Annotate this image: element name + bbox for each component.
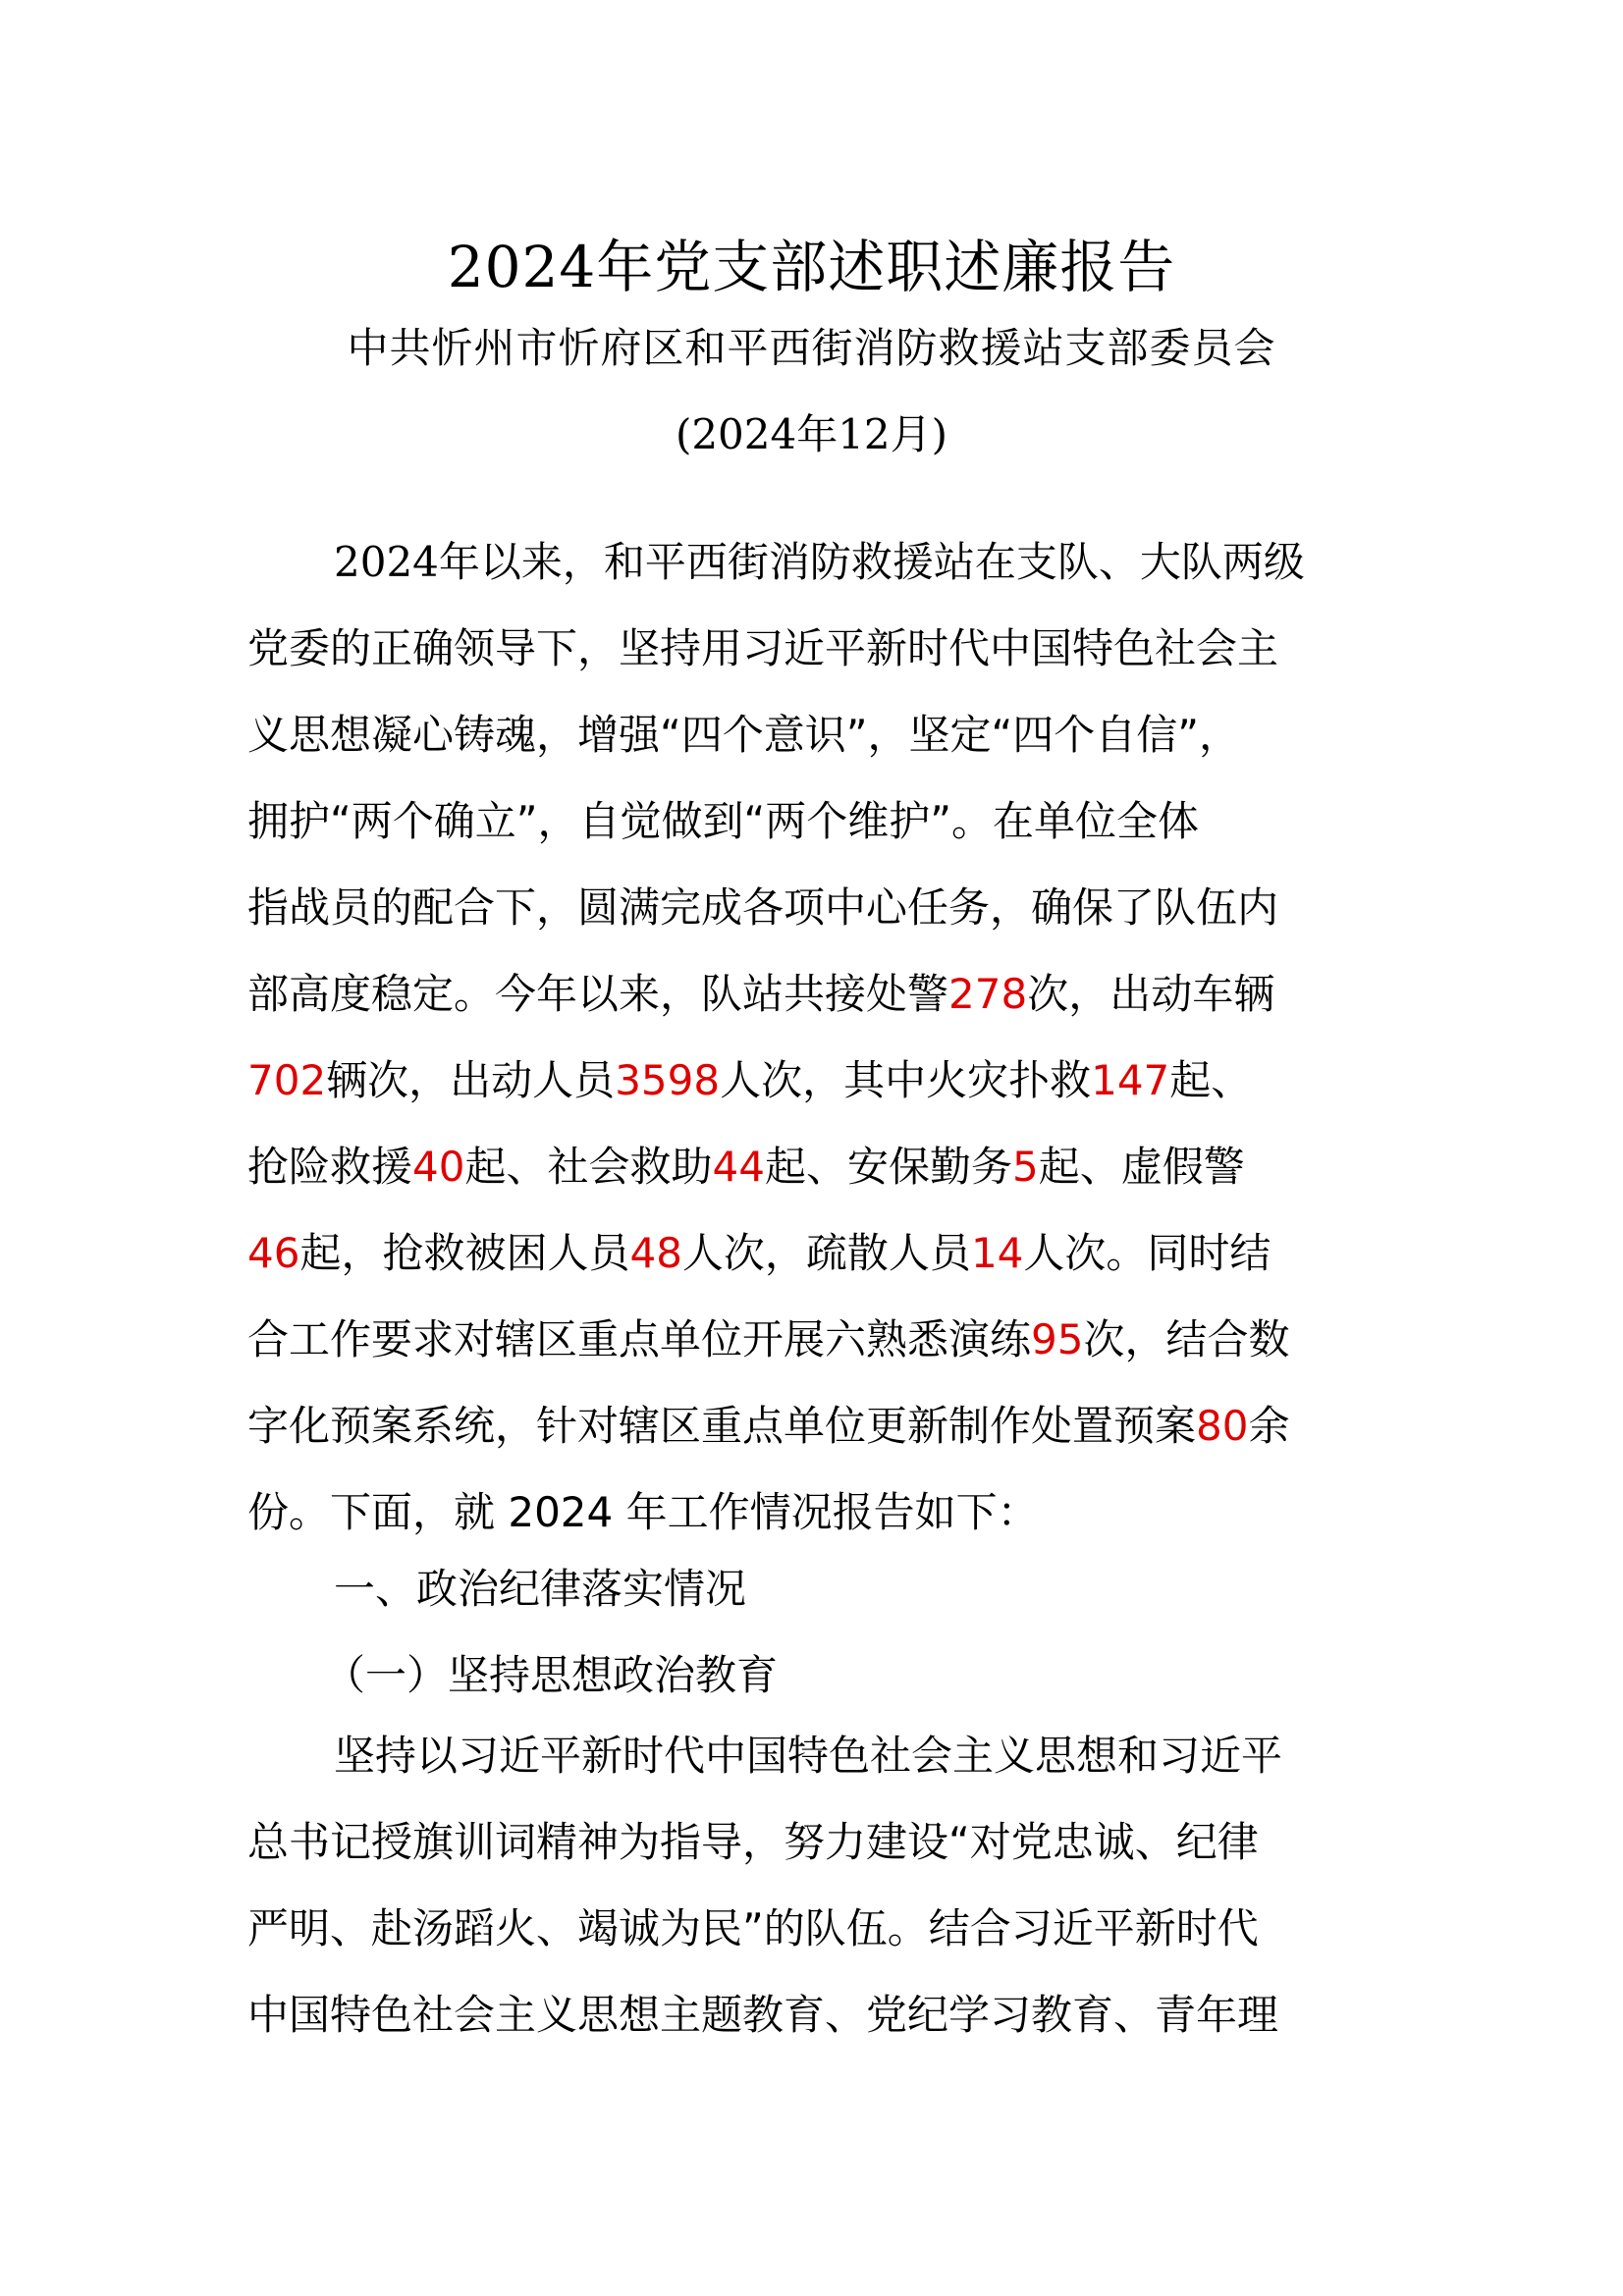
text-span: 辆次，出动人员 bbox=[326, 1056, 616, 1104]
text-span: 人次，其中火灾扑救 bbox=[720, 1056, 1092, 1104]
paragraph-1-line-10 bbox=[247, 1310, 1289, 1369]
text-span: 起、 bbox=[1169, 1056, 1253, 1104]
year-number: 2024 bbox=[334, 538, 439, 586]
text-span: 抢险救援 bbox=[247, 1143, 413, 1191]
document-title: 2024年党支部述职述廉报告 bbox=[447, 234, 1176, 300]
paragraph-1-line-2: 党委的正确领导下，坚持用习近平新时代中国特色社会主 bbox=[247, 624, 1279, 672]
drill-count: 95 bbox=[1031, 1315, 1084, 1363]
subsection-1-heading: （一）坚持思想政治教育 bbox=[324, 1651, 779, 1699]
paragraph-1-line-7 bbox=[247, 1051, 1252, 1110]
fire-count: 147 bbox=[1091, 1056, 1170, 1104]
false-alarm-count: 46 bbox=[247, 1229, 300, 1277]
text-span: 合工作要求对辖区重点单位开展六熟悉演练 bbox=[247, 1315, 1032, 1363]
text-span: 起、安保勤务 bbox=[764, 1143, 1012, 1191]
alarm-count: 278 bbox=[948, 970, 1028, 1018]
text-span: 人次。同时结 bbox=[1023, 1229, 1271, 1277]
text-span: 次，结合数 bbox=[1083, 1315, 1290, 1363]
text-span: 余 bbox=[1248, 1402, 1290, 1450]
evacuated-count: 14 bbox=[970, 1229, 1024, 1277]
trapped-rescued-count: 48 bbox=[629, 1229, 682, 1277]
text-span: 次，出动车辆 bbox=[1027, 970, 1275, 1018]
paragraph-1-line-1 bbox=[334, 533, 1305, 592]
paragraph-1-line-5: 指战员的配合下，圆满完成各项中心任务，确保了队伍内 bbox=[247, 883, 1279, 932]
section-1-heading: 一、政治纪律落实情况 bbox=[334, 1565, 747, 1613]
paragraph-2-line-3: 严明、赴汤蹈火、竭诚为民”的队伍。结合习近平新时代 bbox=[247, 1904, 1259, 1952]
text-span: 字化预案系统，针对辖区重点单位更新制作处置预案 bbox=[247, 1402, 1197, 1450]
text-span: 起、虚假警 bbox=[1038, 1143, 1245, 1191]
paragraph-1-line-4: 拥护“两个确立”，自觉做到“两个维护”。在单位全体 bbox=[247, 797, 1200, 845]
text-span: 起、社会救助 bbox=[464, 1143, 713, 1191]
paragraph-1-line-3: 义思想凝心铸魂，增强“四个意识”，坚定“四个自信”， bbox=[247, 711, 1241, 759]
paragraph-2-line-1: 坚持以习近平新时代中国特色社会主义思想和习近平 bbox=[334, 1732, 1283, 1780]
text-span: 起，抢救被困人员 bbox=[299, 1229, 630, 1277]
paragraph-2-line-4: 中国特色社会主义思想主题教育、党纪学习教育、青年理 bbox=[247, 1991, 1279, 2039]
plan-count: 80 bbox=[1196, 1402, 1249, 1450]
paragraph-1-line-8 bbox=[247, 1138, 1245, 1197]
text-span: 人次，疏散人员 bbox=[681, 1229, 971, 1277]
paragraph-1-line-11 bbox=[247, 1397, 1289, 1456]
security-duty-count: 5 bbox=[1011, 1143, 1039, 1191]
document-date: (2024年12月) bbox=[675, 410, 948, 458]
paragraph-1-line-12: 份。下面，就 2024 年工作情况报告如下： bbox=[247, 1488, 1039, 1536]
personnel-count: 3598 bbox=[615, 1056, 721, 1104]
paragraph-1-line-6 bbox=[247, 965, 1274, 1024]
document-subtitle: 中共忻州市忻府区和平西街消防救援站支部委员会 bbox=[347, 324, 1276, 372]
text-span: 年以来，和平西街消防救援站在支队、大队两级 bbox=[438, 538, 1305, 586]
vehicle-count: 702 bbox=[247, 1056, 327, 1104]
social-aid-count: 44 bbox=[712, 1143, 765, 1191]
text-span: 部高度稳定。今年以来，队站共接处警 bbox=[247, 970, 949, 1018]
rescue-count: 40 bbox=[412, 1143, 465, 1191]
paragraph-1-line-9 bbox=[247, 1224, 1271, 1283]
paragraph-2-line-2: 总书记授旗训词精神为指导，努力建设“对党忠诚、纪律 bbox=[247, 1818, 1259, 1866]
